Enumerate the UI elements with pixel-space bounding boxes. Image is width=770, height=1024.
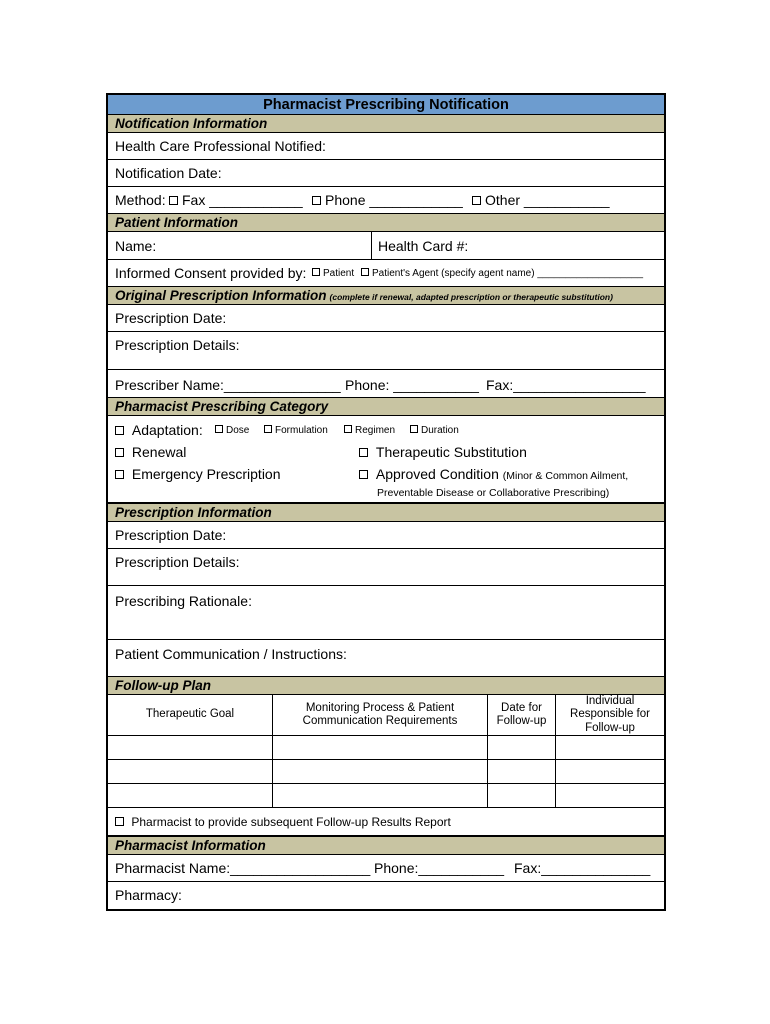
rx-date-field[interactable] [108, 522, 664, 549]
pharmacist-name-row [108, 855, 664, 882]
emergency-option[interactable]: Emergency Prescription [115, 466, 281, 482]
formulation-checkbox[interactable] [264, 425, 272, 433]
fax-checkbox[interactable] [169, 196, 178, 205]
original-rx-date-label: Prescription Date: [115, 310, 227, 326]
pharmacy-field[interactable] [108, 882, 664, 909]
pharmacist-name-label: Pharmacist Name:__________________ [115, 860, 371, 876]
original-rx-details-field[interactable] [108, 332, 664, 370]
rx-date-label: Prescription Date: [115, 527, 227, 543]
adaptation-checkbox[interactable] [115, 426, 124, 435]
approved-condition-checkbox[interactable] [359, 470, 368, 479]
dose-checkbox[interactable] [215, 425, 223, 433]
patient-name-row [108, 232, 664, 260]
method-fax-option[interactable]: Fax ____________ [169, 192, 303, 208]
patient-section-header: Patient Information [108, 214, 664, 232]
hcp-notified-label: Health Care Professional Notified: [115, 138, 326, 154]
notification-section-header: Notification Information [108, 115, 664, 133]
form-title: Pharmacist Prescribing Notification [108, 95, 664, 115]
table-row[interactable] [108, 784, 664, 808]
method-label: Method: [115, 192, 166, 208]
therapeutic-sub-checkbox[interactable] [359, 448, 368, 457]
col-monitoring: Monitoring Process & Patient Communication Requirements [302, 701, 458, 727]
pharmacist-section-header: Pharmacist Information [108, 837, 664, 855]
method-phone-option[interactable]: Phone ____________ [312, 192, 463, 208]
consent-agent-checkbox[interactable] [361, 268, 369, 276]
method-row [108, 187, 664, 214]
patient-communication-label: Patient Communication / Instructions: [115, 646, 347, 662]
adaptation-duration-option[interactable]: Duration [410, 425, 459, 436]
followup-table-header [108, 695, 664, 736]
duration-checkbox[interactable] [410, 425, 418, 433]
notification-date-field[interactable] [108, 160, 664, 187]
followup-section-header: Follow-up Plan [108, 677, 664, 695]
renewal-checkbox[interactable] [115, 448, 124, 457]
hcp-notified-field[interactable] [108, 133, 664, 160]
patient-communication-field[interactable] [108, 640, 664, 677]
category-section-header: Pharmacist Prescribing Category [108, 398, 664, 416]
pharmacist-phone-label: Phone:___________ [374, 860, 505, 876]
renewal-option[interactable]: Renewal [115, 444, 186, 460]
rx-rationale-field[interactable] [108, 586, 664, 640]
consent-patient-checkbox[interactable] [312, 268, 320, 276]
original-rx-header-note: (complete if renewal, adapted prescription or therapeutic substitution) [329, 292, 613, 302]
adaptation-dose-option[interactable]: Dose [215, 425, 249, 436]
phone-checkbox[interactable] [312, 196, 321, 205]
emergency-checkbox[interactable] [115, 470, 124, 479]
notification-date-label: Notification Date: [115, 165, 222, 181]
adaptation-regimen-option[interactable]: Regimen [344, 425, 395, 436]
rx-info-section-header: Prescription Information [108, 504, 664, 522]
regimen-checkbox[interactable] [344, 425, 352, 433]
consent-agent-option[interactable]: Patient's Agent (specify agent name) ___________________ [361, 268, 643, 279]
consent-patient-option[interactable]: Patient [312, 268, 354, 279]
therapeutic-sub-option[interactable]: Therapeutic Substitution [359, 444, 527, 460]
consent-label: Informed Consent provided by: [115, 265, 307, 281]
original-rx-section-header [108, 287, 664, 305]
followup-report-checkbox[interactable] [115, 817, 124, 826]
method-other-option[interactable]: Other ___________ [472, 192, 610, 208]
original-rx-details-label: Prescription Details: [115, 337, 240, 353]
followup-report-option[interactable]: Pharmacist to provide subsequent Follow-up Results Report [115, 815, 451, 829]
rx-rationale-label: Prescribing Rationale: [115, 593, 252, 609]
col-date-followup: Date for Follow-up [496, 701, 547, 727]
consent-row [108, 260, 664, 287]
prescribing-notification-form [106, 93, 666, 911]
divider [371, 232, 372, 259]
original-rx-date-field[interactable] [108, 305, 664, 332]
approved-condition-option[interactable]: Approved Condition (Minor & Common Ailment, [359, 466, 628, 482]
category-block [108, 416, 664, 504]
patient-name-label: Name: [115, 238, 157, 254]
table-row[interactable] [108, 736, 664, 760]
followup-report-row [108, 808, 664, 837]
prescriber-fax-label: Fax:_________________ [486, 377, 646, 393]
original-rx-header-title: Original Prescription Information [115, 288, 327, 303]
pharmacist-fax-label: Fax:______________ [514, 860, 651, 876]
other-checkbox[interactable] [472, 196, 481, 205]
health-card-label: Health Card #: [378, 238, 469, 254]
adaptation-formulation-option[interactable]: Formulation [264, 425, 328, 436]
prescriber-phone-label: Phone: ___________ [345, 377, 479, 393]
pharmacy-label: Pharmacy: [115, 887, 182, 903]
rx-details-field[interactable] [108, 549, 664, 586]
table-row[interactable] [108, 760, 664, 784]
col-therapeutic-goal: Therapeutic Goal [145, 708, 235, 721]
col-responsible: Individual Responsible for Follow-up [570, 694, 650, 734]
rx-details-label: Prescription Details: [115, 554, 240, 570]
prescriber-row [108, 370, 664, 398]
approved-note-2: Preventable Disease or Collaborative Prescribing) [377, 487, 610, 499]
approved-note-1: (Minor & Common Ailment, [502, 470, 629, 482]
adaptation-option[interactable]: Adaptation: [115, 422, 203, 438]
prescriber-name-label: Prescriber Name:_______________ [115, 377, 341, 393]
